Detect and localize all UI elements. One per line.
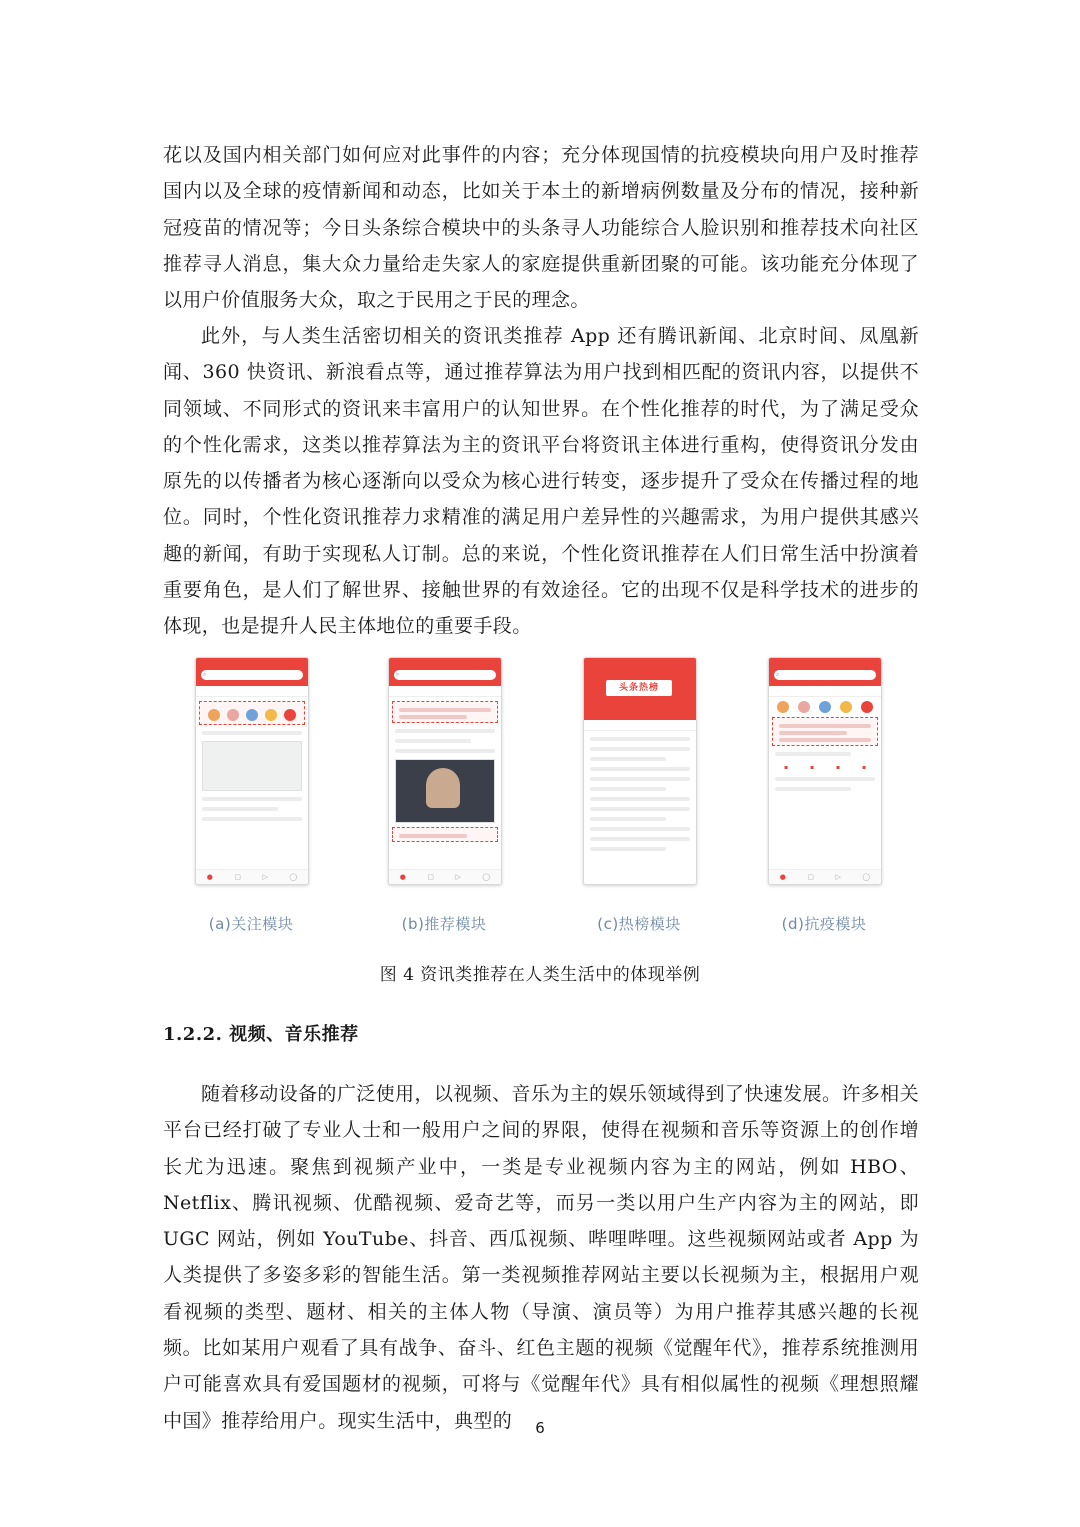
caption-d: (d)抗疫模块 <box>781 915 867 933</box>
highlight-box <box>199 701 305 725</box>
post-image <box>202 741 302 791</box>
screenshot-follow-module <box>195 657 309 885</box>
list-item <box>590 797 690 801</box>
channel-tabs <box>389 686 501 697</box>
play-icon: ▷ <box>835 873 841 881</box>
text-line <box>202 797 302 801</box>
app-header <box>196 658 308 686</box>
text-line <box>779 731 847 735</box>
text-line <box>202 807 278 811</box>
avatar-row <box>204 709 300 721</box>
app-header <box>389 658 501 686</box>
text-line <box>399 708 491 712</box>
list-item <box>590 747 690 751</box>
list-item <box>590 817 666 821</box>
channel-tabs <box>196 686 308 697</box>
highlight-box <box>392 701 498 723</box>
channel-tabs <box>769 686 881 697</box>
hotlist-logo: 头条热榜 <box>606 680 672 696</box>
list-item <box>590 757 666 761</box>
user-icon: ◯ <box>289 873 298 881</box>
list-item <box>590 827 690 831</box>
home-icon: ● <box>399 873 406 881</box>
figure-4 <box>190 657 890 937</box>
figure-caption: 图 4 资讯类推荐在人类生活中的体现举例 <box>379 965 701 985</box>
news-photo <box>395 759 495 823</box>
caption-a: (a)关注模块 <box>208 915 294 933</box>
section-heading: 1.2.2. 视频、音乐推荐 <box>163 1024 359 1045</box>
text-line <box>202 817 302 821</box>
video-icon: ▢ <box>234 873 241 881</box>
list-item <box>590 737 690 741</box>
video-icon: ▢ <box>807 873 814 881</box>
home-icon: ● <box>779 873 786 881</box>
list-item <box>590 767 690 771</box>
text-line <box>775 752 851 756</box>
screenshot-recommend-module <box>388 657 502 885</box>
list-item <box>590 777 690 781</box>
search-bar <box>774 670 876 680</box>
text-line <box>775 777 875 781</box>
text-line <box>395 729 495 733</box>
list-item <box>590 837 690 841</box>
service-icons <box>773 701 877 713</box>
play-icon: ▷ <box>262 873 268 881</box>
text-line <box>202 731 302 735</box>
text-line <box>779 738 871 742</box>
text-line <box>395 739 471 743</box>
bottom-nav <box>389 869 501 884</box>
play-icon: ▷ <box>455 873 461 881</box>
bottom-nav <box>196 869 308 884</box>
bottom-nav <box>769 869 881 884</box>
caption-b: (b)推荐模块 <box>401 915 487 933</box>
app-header <box>769 658 881 686</box>
screenshot-epidemic-module <box>768 657 882 885</box>
body-paragraph-2: 此外，与人类生活密切相关的资讯类推荐 App 还有腾讯新闻、北京时间、凤凰新闻、360 快资讯、新浪看点等，通过推荐算法为用户找到相匹配的资讯内容，以提供不同领域、不同形式的资讯来丰富用户的认知世界。在个性化推荐的时代，为了满足受众的个性化需求，这类以推荐算法为主的资讯平台将资讯主体进行重构，使得资讯分发由原先的以传播者为核心逐渐向以受众为核心进行转变，逐步提升了受众在传播过程的地位。同时，个性化资讯推荐力求精准的满足用户差异性的兴趣需求，为用户提供其感兴趣的新闻，有助于实现私人订制。总的来说，个性化资讯推荐在人们日常生活中扮演着重要角色，是人们了解世界、接触世界的有效途径。它的出现不仅是科学技术的进步的体现，也是提升人民主体地位的重要手段。 <box>163 325 919 638</box>
body-paragraph-3: 随着移动设备的广泛使用，以视频、音乐为主的娱乐领域得到了快速发展。许多相关平台已经打破了专业人士和一般用户之间的界限，使得在视频和音乐等资源上的创作增长尤为迅速。聚焦到视频产业中，一类是专业视频内容为主的网站，例如 HBO、Netflix、腾讯视频、优酷视频、爱奇艺等，而另一类以用户生产内容为主的网站，即 UGC 网站，例如 YouTube、抖音、西瓜视频、哔哩哔哩。这些视频网站或者 App 为人类提供了多姿多彩的智能生活。第一类视频推荐网站主要以长视频为主，根据用户观看视频的类型、题材、相关的主体人物（导演、演员等）为用户推荐其感兴趣的长视频。比如某用户观看了具有战争、奋斗、红色主题的视频《觉醒年代》，推荐系统推测用户可能喜欢具有爱国题材的视频，可将与《觉醒年代》具有相似属性的视频《理想照耀中国》推荐给用户。现实生活中，典型的 <box>163 1083 919 1432</box>
highlight-box <box>392 827 498 842</box>
text-line <box>399 715 467 719</box>
caption-c: (c)热榜模块 <box>597 915 681 933</box>
search-bar <box>394 670 496 680</box>
search-bar <box>201 670 303 680</box>
video-icon: ▢ <box>427 873 434 881</box>
body-paragraph-1: 花以及国内相关部门如何应对此事件的内容；充分体现国情的抗疫模块向用户及时推荐国内以及全球的疫情新闻和动态，比如关于本土的新增病例数量及分布的情况，接种新冠疫苗的情况等；今日头条综合模块中的头条寻人功能综合人脸识别和推荐技术向社区推荐寻人消息，集大众力量给走失家人的家庭提供重新团聚的可能。该功能充分体现了以用户价值服务大众，取之于民用之于民的理念。 <box>163 144 919 312</box>
text-line <box>395 749 495 753</box>
stats-row: ▪ ▪ ▪ ▪ <box>783 764 867 771</box>
text-line <box>775 787 851 791</box>
list-item <box>590 787 666 791</box>
highlight-box <box>772 717 878 746</box>
list-item <box>590 807 690 811</box>
screenshot-hotlist-module <box>583 657 697 885</box>
home-icon: ● <box>206 873 213 881</box>
user-icon: ◯ <box>482 873 491 881</box>
hotlist-hero <box>584 658 696 720</box>
list-item <box>590 847 666 851</box>
user-icon: ◯ <box>862 873 871 881</box>
text-line <box>779 724 871 728</box>
list-tabs <box>584 720 696 731</box>
text-line <box>399 834 467 838</box>
page-number: 6 <box>535 1419 545 1437</box>
